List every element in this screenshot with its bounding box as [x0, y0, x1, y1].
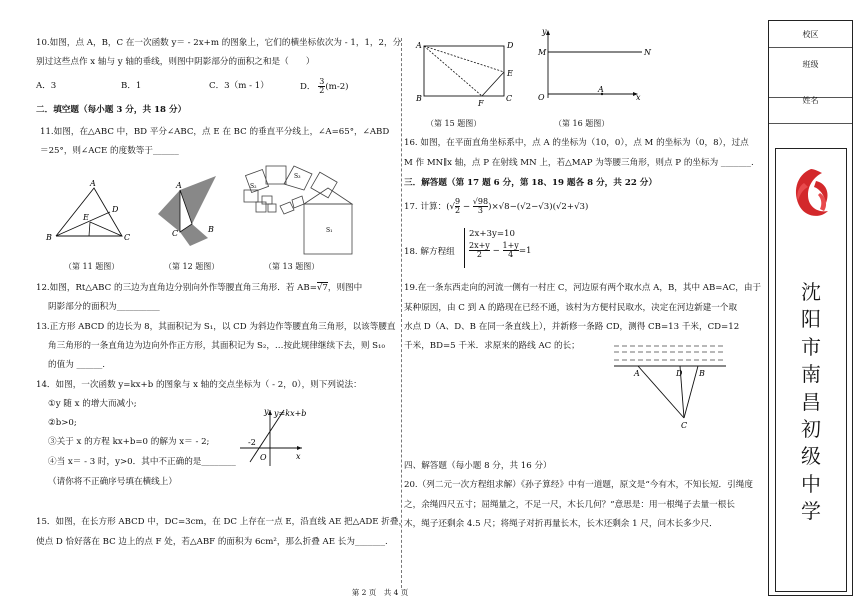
q18-label: 18. 解方程组: [404, 247, 455, 257]
q19-line3: 水点 D（A、D、B 在同一条直线上），并新修一条路 CD，测得 CB=13 千米，CD=12: [404, 322, 740, 332]
fig12-caption: （第 12 题图）: [164, 262, 220, 271]
figure-11: [40, 176, 140, 246]
q10-option-a: A．3: [36, 81, 57, 91]
fig12-label-a: A: [176, 181, 182, 190]
fig16-o: O: [538, 93, 545, 102]
fig15-c: C: [506, 94, 513, 103]
fig13-s2: S₂: [250, 183, 257, 190]
campus-field: [769, 21, 852, 48]
fig14-y: y: [264, 407, 269, 416]
fig11-label-a: A: [90, 179, 96, 188]
school-char: 初: [801, 416, 821, 441]
right-column: [404, 0, 764, 590]
q20-line1: 20.（列二元一次方程组求解）《孙子算经》中有一道题，原文是“今有木，不知长短．引绳度: [404, 480, 753, 490]
q10-option-c: C．3（m - 1）: [209, 81, 269, 91]
fig11-caption: （第 11 题图）: [64, 262, 120, 271]
school-char: 昌: [801, 389, 821, 414]
q18-eq2: $\frac{2x+y}{2}$ − $\frac{1+y}{4}$ =1: [469, 241, 532, 260]
name-label: 姓名: [802, 96, 819, 105]
q14-line1: 14．如图，一次函数 y=kx+b 的图象与 x 轴的交点坐标为（ - 2，0），则下列说法：: [36, 380, 362, 390]
fig15-e: E: [507, 69, 513, 78]
figure-16: [532, 26, 662, 106]
section-4-title: 四、解答题（每小题 8 分，共 16 分）: [404, 461, 552, 471]
q10-option-d: D． $\frac{3}{2}$ (m-2): [300, 77, 349, 95]
q14-statement-1: ①y 随 x 的增大而减小;: [48, 399, 137, 409]
school-name: [776, 279, 846, 526]
school-char: 沈: [801, 280, 821, 304]
q19-line4: 千米，BD=5 千米．求原来的路线 AC 的长；: [404, 341, 580, 351]
fig19-d: D: [676, 369, 683, 378]
section-2-title: 二．填空题（每小题 3 分，共 18 分）: [36, 105, 187, 115]
fig13-s1: S₁: [326, 227, 333, 234]
q15-line1: 15．如图，在长方形 ABCD 中，DC=3cm，在 DC 上存在一点 E，沿直线 AE 把△ADE 折叠，: [36, 517, 408, 527]
fig12-label-c: C: [172, 229, 179, 238]
q13-line3: 的值为 ______.: [48, 360, 106, 370]
q12-line1: 12.如图，Rt△ABC 的三边为直角边分别向外作等腰直角三角形．若 AB=√7，则图中: [36, 283, 363, 293]
fig14-minus2: -2: [248, 438, 256, 447]
fig15-d: D: [507, 41, 514, 50]
fig16-caption: （第 16 题图）: [554, 119, 610, 128]
fig11-label-b: B: [46, 233, 52, 242]
q18-system: [464, 228, 531, 268]
fig15-b: B: [416, 94, 422, 103]
school-char: 南: [801, 362, 821, 387]
q10-option-b: B．1: [121, 81, 142, 91]
q15-line2: 使点 D 恰好落在 BC 边上的点 F 处，若△ABF 的面积为 6cm²，那么折叠 AE 长为_______.: [36, 537, 388, 547]
q19-line1: 19.在一条东西走向的河流一侧有一村庄 C，河边原有两个取水点 A，B，其中 AB=AC，由于: [404, 283, 762, 293]
q14-statement-2: ②b>0;: [48, 418, 77, 428]
q14-statement-4: ④当 x＝ - 3 时，y>0．其中不正确的是________: [48, 457, 236, 467]
fig14-func: y=kx+b: [274, 409, 307, 418]
q11-line1: 11.如图，在△ABC 中，BD 平分∠ABC，点 E 在 BC 的垂直平分线上，∠A=65°，∠ABD: [40, 127, 390, 137]
fig13-caption: （第 13 题图）: [264, 262, 320, 271]
figure-14: [236, 404, 326, 468]
column-divider: [401, 38, 402, 588]
school-char: 中: [801, 471, 821, 496]
figure-13: [236, 160, 356, 260]
q14-note: （请你将不正确序号填在横线上）: [48, 477, 177, 487]
q10-line2: 别过这些点作 x 轴与 y 轴的垂线，则图中阴影部分的面积之和是（ ）: [36, 57, 315, 67]
fig16-m: M: [538, 48, 547, 57]
q10-line1: 10.如图，点 A，B，C 在一次函数 y＝ - 2x+m 的图象上，它们的横坐标依次为 - 1，1，2，分: [36, 38, 402, 48]
class-label: 班级: [802, 60, 819, 69]
campus-blank: [769, 47, 852, 98]
q16-line2: M 作 MN∥x 轴，点 P 在射线 MN 上，若△MAP 为等腰三角形，则点 P 的坐标为 _______.: [404, 158, 754, 168]
school-char: 阳: [801, 307, 821, 332]
q14-statement-3: ③关于 x 的方程 kx+b=0 的解为 x＝ - 2;: [48, 437, 210, 447]
fig13-s3: S₃: [294, 173, 301, 180]
school-logo-icon: [786, 163, 836, 223]
figure-12: [150, 170, 230, 250]
fig14-o: O: [260, 453, 267, 462]
student-info-sidebar: [768, 20, 853, 596]
fig19-c: C: [681, 421, 688, 430]
q16-line1: 16. 如图，在平面直角坐标系中，点 A 的坐标为（10，0），点 M 的坐标为（0，8），过点: [404, 138, 749, 148]
figure-19: [610, 338, 730, 434]
school-char: 市: [801, 334, 821, 359]
campus-label: 校区: [802, 30, 819, 39]
left-column: [0, 0, 408, 590]
school-box: [775, 148, 847, 592]
q17-expression: 17. 计算：(√ $\frac{9}{2}$ − $\frac{√98}{3}$ )×√8−(√2−√3)(√2+√3): [404, 197, 589, 215]
fig16-a: A: [598, 85, 604, 94]
q19-line2: 某种原因，由 C 到 A 的路现在已经不通，该村为方便村民取水，决定在河边新建一个取: [404, 303, 738, 313]
q18-eq1: 2x+3y=10: [469, 229, 515, 239]
q13-line1: 13.正方形 ABCD 的边长为 8，其面积记为 S₁，以 CD 为斜边作等腰直角三角形，以该等腰直: [36, 322, 396, 332]
fig11-label-d: D: [112, 205, 119, 214]
fig16-n: N: [644, 48, 651, 57]
q20-line2: 之，余绳四尺五寸；屈绳量之，不足一尺，木长几何？”意思是：用一根绳子去量一根长: [404, 500, 735, 510]
school-char: 级: [801, 444, 821, 469]
q11-line2: ＝25°，则∠ACE 的度数等于______: [40, 146, 179, 156]
fig11-label-c: C: [124, 233, 131, 242]
fig19-b: B: [699, 369, 705, 378]
fig15-caption: （第 15 题图）: [426, 119, 482, 128]
fig16-y: y: [542, 27, 547, 36]
school-char: 学: [801, 499, 821, 524]
section-3-title: 三．解答题（第 17 题 6 分，第 18、19 题各 8 分，共 22 分）: [404, 178, 657, 188]
q12-line2: 阴影部分的面积为__________: [48, 302, 160, 312]
q13-line2: 角三角形的一条直角边为边向外作正方形，其面积记为 S₂，…按此规律继续下去，则 S₁₀: [48, 341, 385, 351]
fig19-a: A: [634, 369, 640, 378]
page-footer: 第 2 页 共 4 页: [351, 588, 409, 597]
fig12-label-b: B: [208, 225, 214, 234]
figure-15: [414, 38, 522, 114]
q20-line3: 木，绳子还剩余 4.5 尺；将绳子对折再量长木，长木还剩余 1 尺，问木长多少尺．: [404, 519, 718, 529]
fig15-a: A: [416, 41, 422, 50]
fig15-f: F: [478, 99, 484, 108]
fig14-x: x: [296, 452, 301, 461]
fig11-label-e: E: [83, 213, 89, 222]
fig16-x: x: [636, 93, 641, 102]
